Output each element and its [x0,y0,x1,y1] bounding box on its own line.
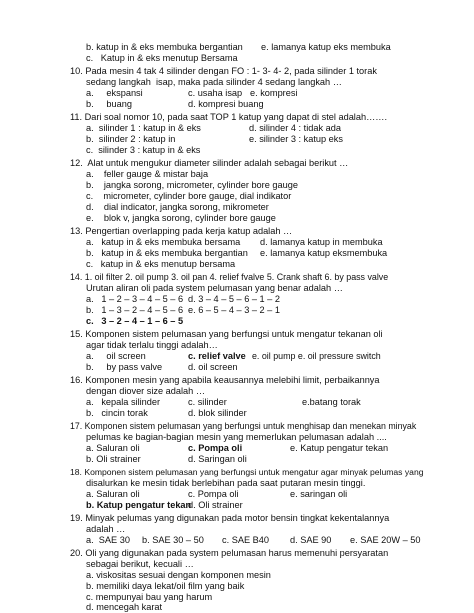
q12-option-a: a. feller gauge & mistar baja [86,169,209,179]
q19-option-b: b. SAE 30 – 50 [142,535,204,545]
q10-option-b: b. buang [86,99,132,109]
q14-option-d: d. 3 – 4 – 5 – 6 – 1 – 2 [188,294,280,304]
q18-option-d: d. Oli strainer [188,500,243,510]
q11-option-d: d. silinder 4 : tidak ada [249,123,341,133]
question-14: 14. 1. oil filter 2. oil pump 3. oil pan 4. relief fvalve 5. Crank shaft 6. by pass valve [70,272,389,282]
q17-option-b: b. Oli strainer [86,454,141,464]
question-16: 16. Komponen mesin yang apabila keausannya melebihi limit, perbaikannya [70,375,380,385]
q13-option-d: d. lamanya katup in membuka [260,237,383,247]
question-13: 13. Pengertian overlapping pada kerja katup adalah … [70,226,293,236]
question-10: 10. Pada mesin 4 tak 4 silinder dengan FO : 1- 3- 4- 2, pada silinder 1 torak [70,66,377,76]
q13-option-a: a. katup in & eks membuka bersama [86,237,241,247]
q15-option-d: d. oil screen [188,362,238,372]
q15-option-a: a. oil screen [86,351,146,361]
q10-option-a: a. ekspansi [86,88,143,98]
question-11: 11. Dari soal nomor 10, pada saat TOP 1 katup yang dapat di stel adalah……. [70,112,387,122]
q14-option-e: e. 6 – 5 – 4 – 3 – 2 – 1 [188,305,280,315]
q12-option-c: c. micrometer, cylinder bore gauge, dial indikator [86,191,292,201]
q14-option-c: c. 3 – 2 – 4 – 1 – 6 – 5 [86,316,184,326]
question-19: 19. Minyak pelumas yang digunakan pada motor bensin tingkat kekentalannya [70,513,390,523]
q16-option-e: e.batang torak [302,397,361,407]
question-10-cont: sedang langkah isap, maka pada silinder 4 sedang langkah … [86,77,342,87]
question-12: 12. Alat untuk mengukur diameter silinder adalah sebagai berikut … [70,158,349,168]
q11-option-e: e. silinder 3 : katup eks [249,134,343,144]
q14-option-b: b. 1 – 3 – 2 – 4 – 5 – 6 [86,305,184,315]
q19-option-e: e. SAE 20W – 50 [350,535,421,545]
q9-option-b: b. katup in & eks membuka bergantian [86,42,243,52]
question-19-cont: adalah … [86,524,126,534]
q9-option-e: e. lamanya katup eks membuka [261,42,391,52]
q9-option-c: c. Katup in & eks menutup Bersama [86,53,238,63]
q13-option-c: c. katup in & eks menutup bersama [86,259,236,269]
q20-option-c: c. mempunyai bau yang harum [86,592,213,602]
question-20: 20. Oli yang digunakan pada system pelumasan harus memenuhi persyaratan [70,548,389,558]
q12-option-e: e. blok v, jangka sorong, cylinder bore gauge [86,213,276,223]
q10-option-e: e. kompresi [250,88,298,98]
q16-option-a: a. kepala silinder [86,397,161,407]
question-17: 17. Komponen sistem pelumasan yang berfungsi untuk menghisap dan menekan minyak [70,421,417,431]
question-14-cont: Urutan aliran oli pada system pelumasan yang benar adalah … [86,283,343,293]
q12-option-b: b. jangka sorong, micrometer, cylinder bore gauge [86,180,298,190]
q12-option-d: d. dial indicator, jangka sorong, mikrometer [86,202,269,212]
question-18-cont: disalurkan ke mesin tidak berlebihan pada saat putaran mesin tinggi. [86,478,366,488]
question-18: 18. Komponen sistem pelumasan yang berfungsi untuk mengatur agar minyak pelumas yang [70,467,424,477]
q19-option-d: d. SAE 90 [290,535,332,545]
q15-option-e: e. oil pump e. oil pressure switch [252,351,381,361]
q20-option-a: a. viskositas sesuai dengan komponen mesin [86,570,271,580]
q17-option-e: e. Katup pengatur tekan [290,443,389,453]
question-17-cont: pelumas ke bagian-bagian mesin yang memerlukan pelumasan adalah .... [86,432,387,442]
question-20-cont: sebagai berikut, kecuali … [86,559,194,569]
q14-option-a: a. 1 – 2 – 3 – 4 – 5 – 6 [86,294,184,304]
q16-option-c: c. silinder [188,397,227,407]
q16-option-d: d. blok silinder [188,408,247,418]
q13-option-e: e. lamanya katup eksmembuka [260,248,388,258]
q11-option-b: b. silinder 2 : katup in [86,134,176,144]
q15-option-b: b. by pass valve [86,362,163,372]
q11-option-a: a. silinder 1 : katup in & eks [86,123,201,133]
q19-option-a: a. SAE 30 [86,535,130,545]
q18-option-b: b. Katup pengatur tekan [86,500,192,510]
q10-option-d: d. kompresi buang [188,99,264,109]
q10-option-c: c. usaha isap [188,88,243,98]
question-15-cont: agar tidak terlalu tinggi adalah… [86,340,218,350]
q17-option-d: d. Saringan oli [188,454,247,464]
q13-option-b: b. katup in & eks membuka bergantian [86,248,248,258]
q17-option-a: a. Saluran oli [86,443,140,453]
q18-option-e: e. saringan oli [290,489,348,499]
q20-option-d: d. mencegah karat [86,602,163,612]
q11-option-c: c. silinder 3 : katup in & eks [86,145,201,155]
question-15: 15. Komponen sistem pelumasan yang berfungsi untuk mengatur tekanan oli [70,329,383,339]
q20-option-b: b. memiliki daya lekat/oil film yang baik [86,581,245,591]
q18-option-c: c. Pompa oli [188,489,239,499]
q16-option-b: b. cincin torak [86,408,148,418]
q17-option-c: c. Pompa oli [188,443,243,453]
q18-option-a: a. Saluran oli [86,489,140,499]
question-16-cont: dengan diover size adalah … [86,386,206,396]
q15-option-c: c. relief valve [188,351,246,361]
q19-option-c: c. SAE B40 [222,535,269,545]
